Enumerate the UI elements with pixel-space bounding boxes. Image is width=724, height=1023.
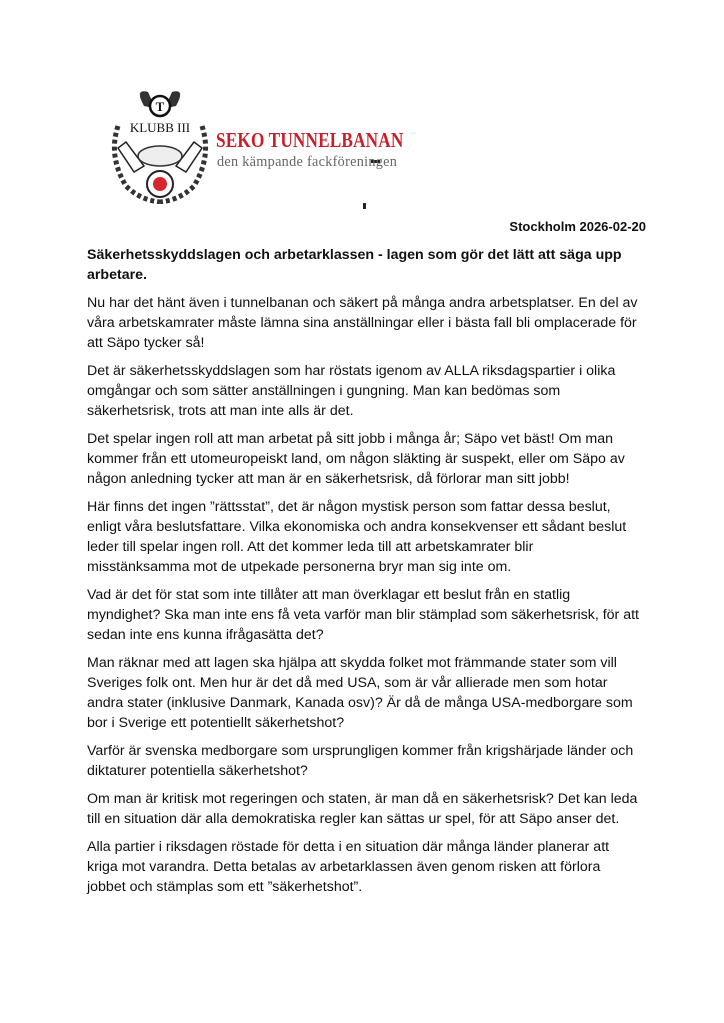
paragraph: Man räknar med att lagen ska hjälpa att skydda folket mot främmande stater som vill Sveriges folk ont. Men hur är det då med USA, som är vår allierade men som hotar andra stater (inklusive Danmark, Kanada osv)? Är då de många USA-medborgare som bor i Sverige ett potentiellt säkerhetshot? — [87, 655, 633, 731]
paragraph: Vad är det för stat som inte tillåter att man överklagar ett beslut från en statlig myndighet? Ska man inte ens få veta varför man blir stämplad som säkerhetsrisk, för att sedan inte ens kunna ifrågasätta det? — [87, 587, 639, 643]
paragraph: Nu har det hänt även i tunnelbanan och säkert på många andra arbetsplatser. En del av våra arbetskamrater måste lämna sina anställningar eller i bästa fall bli omplacerade för att Säpo tycker så! — [87, 295, 638, 351]
union-emblem-icon — [104, 86, 216, 204]
paragraph: Om man är kritisk mot regeringen och staten, är man då en säkerhetsrisk? Det kan leda till en situation där alla demokratiska regler kan sättas ur spel, för att Säpo anser det. — [87, 791, 638, 827]
document-heading: Säkerhetsskyddslagen och arbetarklassen - lagen som gör det lätt att säga upp arbetare. — [87, 247, 622, 283]
decorative-mark — [363, 203, 366, 209]
place-date: Stockholm 2026-02-20 — [509, 219, 646, 234]
logo-subtitle: den kämpande fackföreningen — [217, 154, 398, 170]
svg-text:T: T — [155, 99, 165, 114]
document-body — [87, 245, 639, 905]
paragraph: Varför är svenska medborgare som ursprungligen kommer från krigshärjade länder och diktaturer potentiella säkerhetshot? — [87, 743, 634, 779]
paragraph: Här finns det ingen ”rättsstat”, det är någon mystisk person som fattar dessa beslut, enligt våra beslutsfattare. Vilka ekonomiska och andra konsekvenser ett sådant beslut leder till spelar ingen roll. Att det kommer leda till att arbetskamrater blir misstänksamma mot de utpekade personerna bryr man sig inte om. — [87, 499, 627, 575]
svg-text:KLUBB III: KLUBB III — [129, 120, 191, 135]
paragraph: Det är säkerhetsskyddslagen som har röstats igenom av ALLA riksdagspartier i olika omgångar och som sätter anställningen i gungning. Man kan bedömas som säkerhetsrisk, trots att man inte alls är det. — [87, 363, 616, 419]
logo-title: SEKO TUNNELBANAN — [216, 128, 404, 152]
paragraph: Alla partier i riksdagen röstade för detta i en situation där många länder planerar att kriga mot varandra. Detta betalas av arbetarklassen även genom risken att förlora jobbet och stämplas som ett ”säkerhetshot”. — [87, 839, 610, 895]
paragraph: Det spelar ingen roll att man arbetat på sitt jobb i många år; Säpo vet bäst! Om man kommer från ett utomeuropeiskt land, om någon släkting är suspekt, eller om Säpo av någon anledning tycker att man är en säkerhetsrisk, då förlorar man sitt jobb! — [87, 431, 625, 487]
organization-logo — [86, 78, 426, 210]
